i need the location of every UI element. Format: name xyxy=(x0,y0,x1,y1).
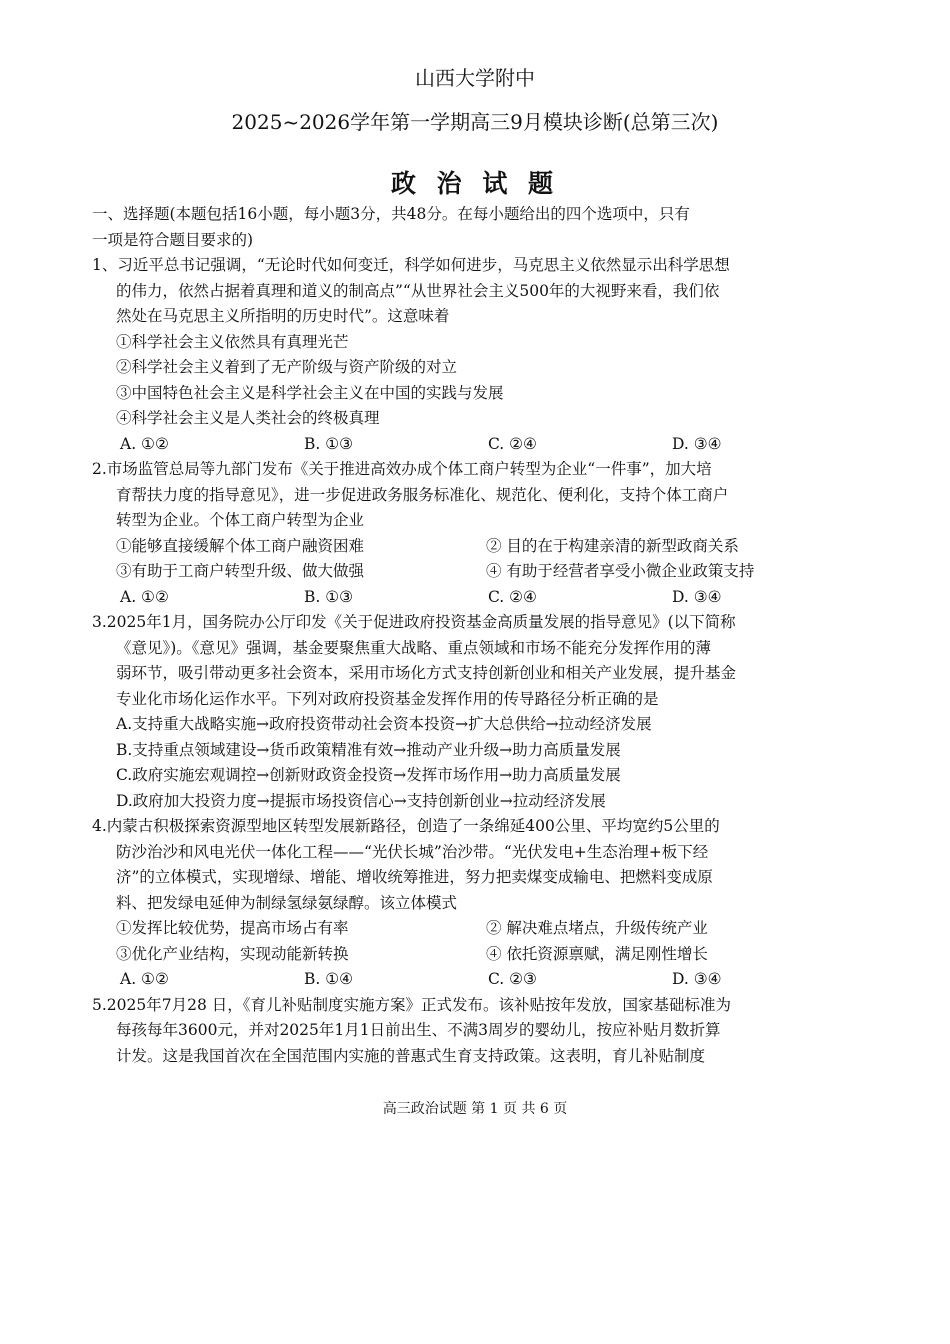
question-content xyxy=(92,202,862,1069)
question-5-stem: 每孩每年3600元，并对2025年1月1日前出生、不满3周岁的婴幼儿，按应补贴月数折算 xyxy=(116,1021,721,1039)
question-2-item: ④ 有助于经营者享受小微企业政策支持 xyxy=(486,562,755,580)
question-1-item: ④科学社会主义是人类社会的终极真理 xyxy=(116,409,380,427)
option-d: D. ③④ xyxy=(672,434,722,453)
option-a: A.支持重大战略实施→政府投资带动社会资本投资→扩大总供给→拉动经济发展 xyxy=(116,715,652,733)
question-2-options xyxy=(92,585,862,611)
question-2-item: ② 目的在于构建亲清的新型政商关系 xyxy=(486,536,739,555)
page-footer: 高三政治试题 第 1 页 共 6 页 xyxy=(382,1101,568,1117)
question-2-stem: 2.市场监管总局等九部门发布《关于推进高效办成个体工商户转型为企业“一件事”，加大培 xyxy=(92,460,712,478)
question-4-stem: 济”的立体模式，实现增绿、增能、增收统筹推进，努力把卖煤变成输电、把燃料变成原 xyxy=(116,868,713,886)
question-2-items-row xyxy=(92,559,862,585)
question-5-stem: 5.2025年7月28 日，《育儿补贴制度实施方案》正式发布。该补贴按年发放，国家基础标准为 xyxy=(92,995,731,1014)
option-b: B. ①③ xyxy=(304,434,354,453)
question-4-stem: 防沙治沙和风电光伏一体化工程——“光伏长城”治沙带。“光伏发电+生态治理+板下经 xyxy=(116,842,709,861)
option-d: D. ③④ xyxy=(672,587,722,606)
option-a: A. ①② xyxy=(120,587,169,606)
question-5-stem: 计发。这是我国首次在全国范围内实施的普惠式生育支持政策。这表明，育儿补贴制度 xyxy=(116,1046,706,1065)
question-1-options xyxy=(92,432,862,458)
question-1-stem: 然处在马克思主义所指明的历史时代”。这意味着 xyxy=(116,307,450,325)
option-b: B. ①④ xyxy=(304,970,354,988)
school-name: 山西大学附中 xyxy=(415,66,535,90)
question-2-item: ①能够直接缓解个体工商户融资困难 xyxy=(116,536,365,555)
question-4-options xyxy=(92,967,862,993)
question-2-item: ③有助于工商户转型升级、做大做强 xyxy=(116,562,365,580)
section-instruction: 一、选择题(本题包括16小题，每小题3分，共48分。在每小题给出的四个选项中，只有 xyxy=(92,205,690,223)
section-instruction-cont: 一项是符合题目要求的) xyxy=(92,230,254,249)
question-4-items-row xyxy=(92,916,862,942)
question-1-item: ③中国特色社会主义是科学社会主义在中国的实践与发展 xyxy=(116,383,504,402)
question-3-stem: 3.2025年1月，国务院办公厅印发《关于促进政府投资基金高质量发展的指导意见》(以下简称 xyxy=(92,613,736,631)
question-4-stem: 4.内蒙古积极探索资源型地区转型发展新路径，创造了一条绵延400公里、平均宽约5公里的 xyxy=(92,817,720,835)
option-d: D.政府加大投资力度→提振市场投资信心→支持创新创业→拉动经济发展 xyxy=(116,791,606,810)
question-3-stem: 《意见》)。《意见》强调，基金要聚焦重大战略、重点领域和市场不能充分发挥作用的薄 xyxy=(116,638,712,657)
option-c: C. ②④ xyxy=(488,587,537,606)
option-d: D. ③④ xyxy=(672,970,722,988)
question-1-stem: 的伟力，依然占据着真理和道义的制高点”“从世界社会主义500年的大视野来看，我们依 xyxy=(116,281,720,300)
question-4-item: ④ 依托资源禀赋，满足刚性增长 xyxy=(486,944,708,963)
subject-title: 政 治 试 题 xyxy=(390,169,560,198)
option-c: C. ②③ xyxy=(488,970,537,988)
question-4-item: ①发挥比较优势，提高市场占有率 xyxy=(116,919,349,937)
option-a: A. ①② xyxy=(120,970,169,988)
exam-title: 2025~2026学年第一学期高三9月模块诊断(总第三次) xyxy=(231,110,719,134)
option-c: C.政府实施宏观调控→创新财政资金投资→发挥市场作用→助力高质量发展 xyxy=(116,766,621,784)
question-2-stem: 转型为企业。个体工商户转型为企业 xyxy=(116,511,365,529)
question-3-stem: 专业化市场化运作水平。下列对政府投资基金发挥作用的传导路径分析正确的是 xyxy=(116,689,659,708)
option-a: A. ①② xyxy=(120,434,169,453)
option-b: B.支持重点领域建设→货币政策精准有效→推动产业升级→助力高质量发展 xyxy=(116,740,621,759)
question-4-item: ② 解决难点堵点，升级传统产业 xyxy=(486,919,708,937)
question-2-items-row xyxy=(92,534,862,560)
option-c: C. ②④ xyxy=(488,434,537,453)
question-4-stem: 料、把发绿电延伸为制绿氢绿氨绿醇。该立体模式 xyxy=(116,893,458,912)
question-4-item: ③优化产业结构，实现动能新转换 xyxy=(116,944,349,963)
question-1-item: ②科学社会主义着到了无产阶级与资产阶级的对立 xyxy=(116,358,458,376)
question-1-item: ①科学社会主义依然具有真理光芒 xyxy=(116,332,349,351)
question-1-stem: 1、习近平总书记强调，“无论时代如何变迁，科学如何进步，马克思主义依然显示出科学思想 xyxy=(92,256,730,274)
option-b: B. ①③ xyxy=(304,587,354,606)
question-4-items-row xyxy=(92,942,862,968)
question-3-stem: 弱环节，吸引带动更多社会资本，采用市场化方式支持创新创业和相关产业发展，提升基金 xyxy=(116,664,737,682)
question-2-stem: 育帮扶力度的指导意见》，进一步促进政务服务标准化、规范化、便利化，支持个体工商户 xyxy=(116,485,729,504)
